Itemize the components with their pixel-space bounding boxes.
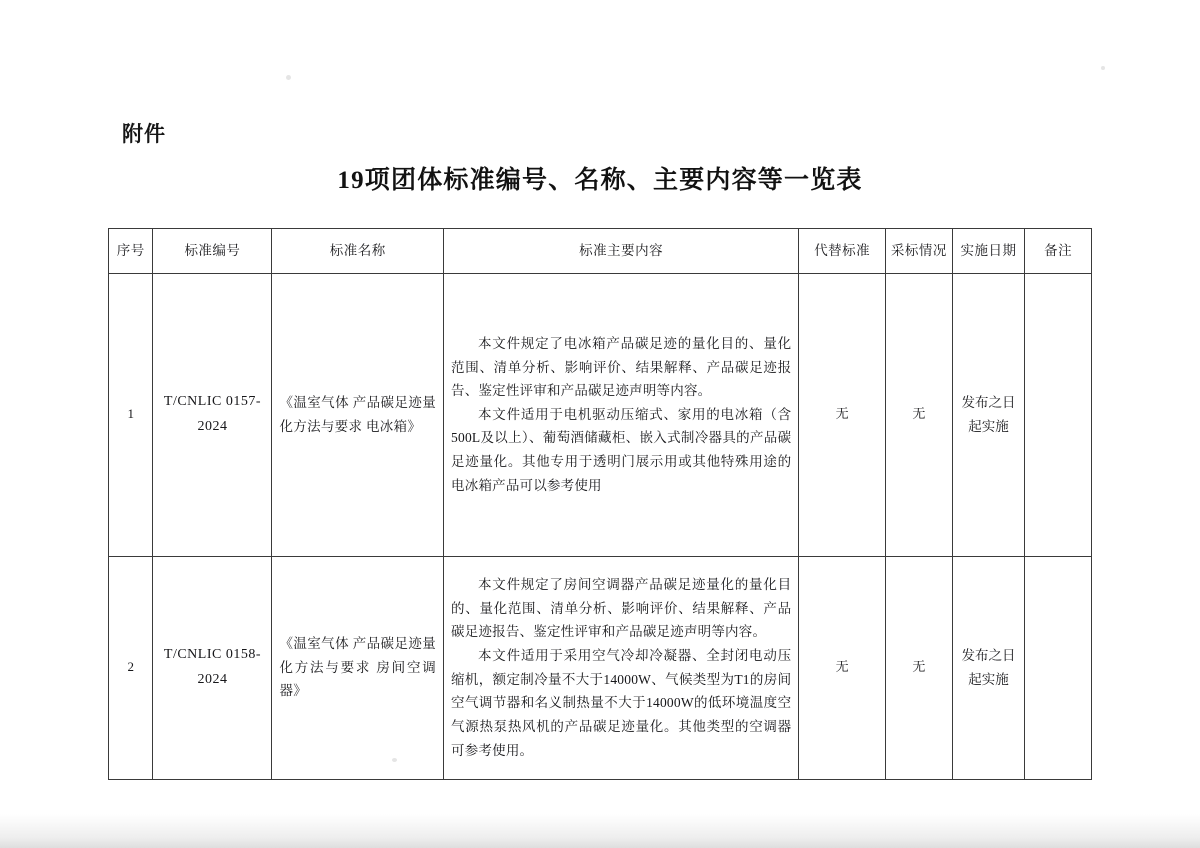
column-header-code: 标准编号: [153, 229, 272, 274]
column-header-date: 实施日期: [952, 229, 1025, 274]
content-paragraph-1: 本文件规定了电冰箱产品碳足迹的量化目的、量化范围、清单分析、影响评价、结果解释、产品碳足迹报告、鉴定性评审和产品碳足迹声明等内容。: [451, 335, 792, 399]
cell-replaced-standard: 无: [799, 273, 886, 556]
cell-index: 1: [109, 273, 153, 556]
column-header-replaced: 代替标准: [799, 229, 886, 274]
cell-name: 《温室气体 产品碳足迹量化方法与要求 电冰箱》: [272, 273, 444, 556]
column-header-content: 标准主要内容: [444, 229, 799, 274]
cell-effective-date: 发布之日起实施: [952, 556, 1025, 779]
cell-index: 2: [109, 556, 153, 779]
cell-effective-date: 发布之日起实施: [952, 273, 1025, 556]
cell-name: 《温室气体 产品碳足迹量化方法与要求 房间空调器》: [272, 556, 444, 779]
scan-speck: [286, 75, 291, 80]
content-paragraph-1: 本文件规定了房间空调器产品碳足迹量化的量化目的、量化范围、清单分析、影响评价、结果解释、产品碳足迹报告、鉴定性评审和产品碳足迹声明等内容。: [451, 577, 792, 640]
cell-content: [444, 556, 799, 779]
scan-shadow: [0, 814, 1200, 848]
column-header-remark: 备注: [1025, 229, 1092, 274]
standards-table: [108, 228, 1092, 780]
table-header-row: [109, 229, 1092, 274]
cell-replaced-standard: 无: [799, 556, 886, 779]
content-paragraph-2: 本文件适用于电机驱动压缩式、家用的电冰箱（含500L及以上）、葡萄酒储藏柜、嵌入式制冷器具的产品碳足迹量化。其他专用于透明门展示用或其他特殊用途的电冰箱产品可以参考使用: [451, 406, 792, 493]
table-row: [109, 556, 1092, 779]
table-row: [109, 273, 1092, 556]
page-title: 19项团体标准编号、名称、主要内容等一览表: [337, 167, 863, 194]
column-header-adoption: 采标情况: [886, 229, 953, 274]
cell-code: T/CNLIC 0157-2024: [153, 273, 272, 556]
cell-adoption: 无: [886, 273, 953, 556]
cell-remark: [1025, 273, 1092, 556]
cell-adoption: 无: [886, 556, 953, 779]
column-header-index: 序号: [109, 229, 153, 274]
cell-content: [444, 273, 799, 556]
attachment-label: 附件: [122, 123, 166, 146]
scan-speck: [1101, 66, 1105, 70]
column-header-name: 标准名称: [272, 229, 444, 274]
cell-remark: [1025, 556, 1092, 779]
content-paragraph-2: 本文件适用于采用空气冷却冷凝器、全封闭电动压缩机，额定制冷量不大于14000W、气候类型为T1的房间空气调节器和名义制热量不大于14000W的低环境温度空气源热泵热风机的产品碳足迹量化。其他类型的空调器可参考使用。: [451, 648, 792, 758]
cell-code: T/CNLIC 0158-2024: [153, 556, 272, 779]
